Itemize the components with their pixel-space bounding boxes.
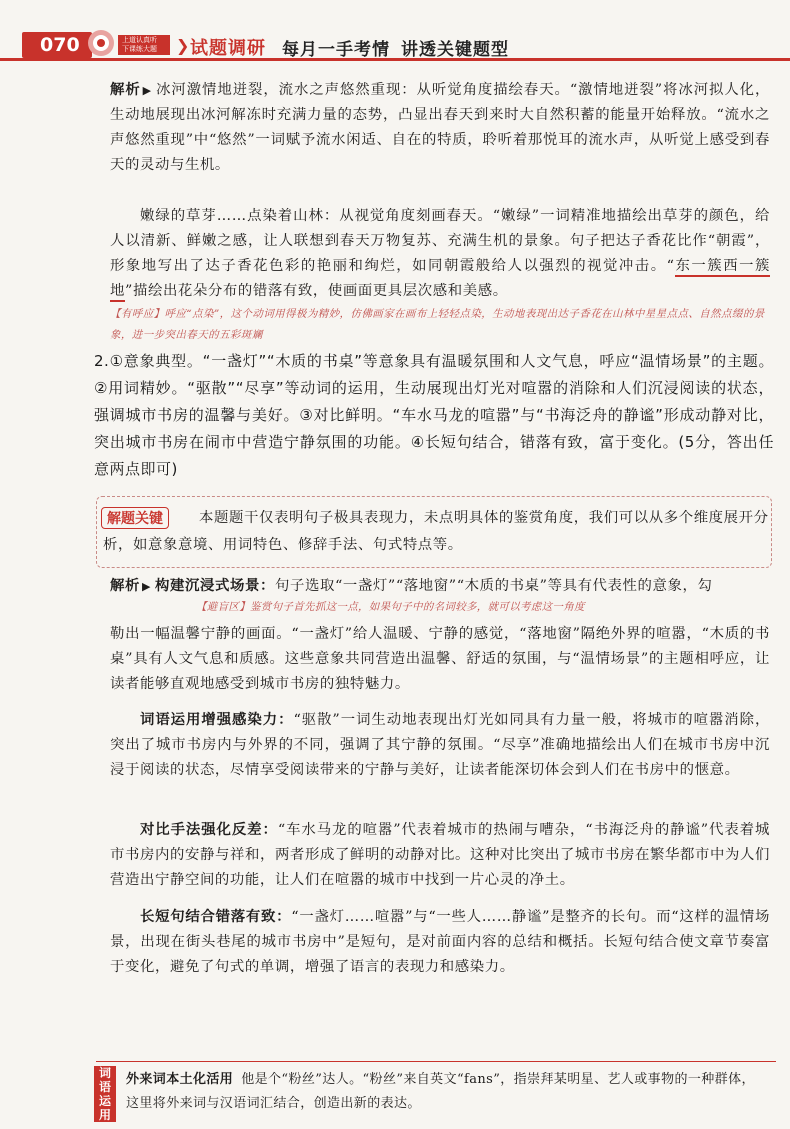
key-box (96, 496, 772, 568)
analysis-2-paragraph-1: 解析 ▶ 构建沉浸式场景：句子选取“一盏灯”“落地窗”“木质的书桌”等具有代表性的意象，勾 (110, 578, 713, 594)
analysis-1-paragraph-1: 解析 ▶ 冰河激情地迸裂，流水之声悠然重现：从听觉角度描绘春天。“激情地迸裂”将冰河拟人化，生动地展现出冰河解冻时充满力量的态势，凸显出春天到来时大自然积蓄的能量开始释放。“流水之声悠然重现”中“悠然”一词赋予流水闲适、自在的特质，聆听着那悦耳的流水声，从听觉上感受到春天的灵动与生机。 (110, 82, 770, 173)
analysis-label: 解析 (110, 82, 141, 98)
key-text: 本题题干仅表明句子极具表现力，未点明具体的鉴赏角度，我们可以从多个维度展开分析，如意象意境、用词特色、修辞手法、句式特点等。 (103, 510, 769, 553)
footer-tag: 词语运用 (94, 1066, 116, 1122)
arrow-icon: ▶ (142, 84, 153, 97)
analysis-label: 解析 (110, 578, 140, 594)
footer-title: 外来词本土化活用 (126, 1072, 234, 1087)
handwritten-note-1: 【有呼应】呼应“点染”，这个动词用得极为精妙，仿佛画家在画布上轻轻点染，生动地表现出达子香花在山林中星星点点、自然点缀的景象，进一步突出春天的五彩斑斓 (110, 308, 765, 341)
page-header (0, 28, 790, 62)
analysis-1-paragraph-2: 嫩绿的草芽……点染着山林：从视觉角度刻画春天。“嫩绿”一词精准地描绘出草芽的颜色，给人以清新、鲜嫩之感，让人联想到春天万物复苏、充满生机的景象。句子把达子香花比作“朝霞”，形象地写出了达子香花色彩的艳丽和绚烂，如同朝霞般给人以强烈的视觉冲击。“东一簇西一簇地”描绘出花朵分布的错落有致，使画面更具层次感和美感。 (110, 204, 770, 304)
handwritten-note-2: 【避盲区】鉴赏句子首先抓这一点，如果句子中的名词较多，就可以考虑这一角度 (196, 601, 585, 613)
header-slogan: 上道认真听 下课练大题 (118, 35, 170, 55)
header-subtitle-1: 每月一手考情 (282, 40, 390, 60)
analysis-2-paragraph-1-cont: 勒出一幅温馨宁静的画面。“一盏灯”给人温暖、宁静的感觉，“落地窗”隔绝外界的喧嚣，“木质的书桌”具有人文气息和质感。这些意象共同营造出温馨、舒适的氛围，与“温情场景”的主题相呼应，让读者能够直观地感受到城市书房的独特魅力。 (110, 626, 770, 692)
footer-text: 外来词本土化活用 他是个“粉丝”达人。“粉丝”来自英文“fans”，指崇拜某明星、艺人或事物的一种群体，这里将外来词与汉语词汇结合，创造出新的表达。 (126, 1072, 755, 1111)
page-number: 070 (22, 32, 92, 58)
key-tag: 解题关键 (101, 507, 169, 529)
analysis-2-paragraph-2: 词语运用增强感染力：“驱散”一词生动地表现出灯光如同具有力量一般，将城市的喧嚣消除，突出了城市书房内与外界的不同，强调了其宁静的氛围。“尽享”准确地描绘出人们在城市书房中沉浸于阅读的状态，尽情享受阅读带来的宁静与美好，让读者能深切体会到人们在书房中的惬意。 (110, 712, 770, 778)
header-separator-icon: ❯ (176, 36, 190, 55)
underlined-phrase: 东一簇西一簇地 (110, 258, 770, 302)
footer-rule (96, 1061, 776, 1062)
header-subtitle-2: 讲透关键题型 (401, 40, 509, 60)
analysis-2-paragraph-3: 对比手法强化反差：“车水马龙的喧嚣”代表着城市的热闹与嘈杂，“书海泛舟的静谧”代表着城市书房内的安静与祥和，两者形成了鲜明的动静对比。这种对比突出了城市书房在繁华都市中为人们营造出宁静空间的功能，让人们在喧嚣的城市中找到一片心灵的净土。 (110, 822, 770, 888)
analysis-2-paragraph-4: 长短句结合错落有致：“一盏灯……喧嚣”与“一些人……静谧”是整齐的长句。而“这样的温情场景，出现在街头巷尾的城市书房中”是短句，是对前面内容的总结和概括。长短句结合使文章节奏富于变化，避免了句式的单调，增强了语言的表现力和感染力。 (110, 909, 770, 975)
arrow-icon: ▶ (141, 580, 152, 593)
header-title: 试题调研 (190, 38, 266, 59)
answer-2: 2.①意象典型。“一盏灯”“木质的书桌”等意象具有温暖氛围和人文气息，呼应“温情场景”的主题。②用词精妙。“驱散”“尽享”等动词的运用，生动展现出灯光对喧嚣的消除和人们沉浸阅读的状态，强调城市书房的温馨与美好。③对比鲜明。“车水马龙的喧嚣”与“书海泛舟的静谧”形成动静对比，突出城市书房在闹市中营造宁静氛围的功能。④长短句结合，错落有致，富于变化。(5分，答出任意两点即可) (94, 352, 774, 478)
flower-logo-icon (86, 28, 116, 58)
